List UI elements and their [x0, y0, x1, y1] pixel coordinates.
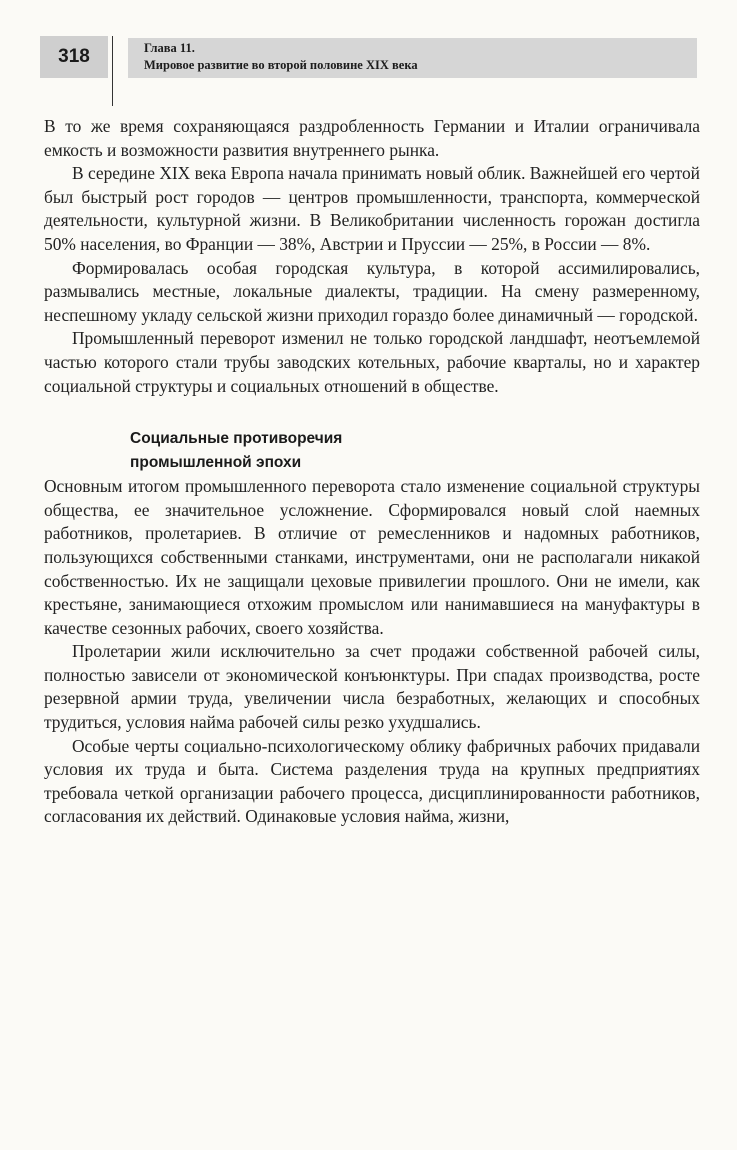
- page-number: 318: [40, 36, 108, 78]
- chapter-number: Глава 11.: [144, 41, 195, 55]
- paragraph: Промышленный переворот изменил не только городской ландшафт, неотъемлемой частью которого стали трубы заводских котельных, рабочие кварталы, но и характер социальной структуры и социальных отношений в обществе.: [44, 328, 700, 396]
- paragraph: Особые черты социально-психологическому облику фабричных рабочих придавали условия их труда и быта. Система разделения труда на крупных предприятиях требовала четкой организации рабочего процесса, дисциплинированности работников, согласования их действий. Одинаковые условия найма, жизни,: [44, 735, 700, 827]
- paragraph: Пролетарии жили исключительно за счет продажи собственной рабочей силы, полностью зависели от экономической конъюнктуры. При спадах производства, росте резервной армии труда, увеличении числа безработных, желающих и способных трудиться, условия найма рабочей силы резко ухудшались.: [44, 641, 700, 733]
- running-header: [40, 36, 697, 82]
- paragraph: В середине XIX века Европа начала принимать новый облик. Важнейшей его чертой был быстрый рост городов — центров промышленности, транспорта, коммерческой деятельности, культурной жизни. В Великобритании численность горожан достигла 50% населения, во Франции — 38%, Австрии и Пруссии — 25%, в России — 8%.: [44, 163, 700, 254]
- section-heading-line: промышленной эпохи: [130, 454, 302, 472]
- paragraph: Формировалась особая городская культура, в которой ассимилировались, размывались местные, локальные диалекты, традиции. На смену размеренному, неспешному укладу сельской жизни приходил гораздо более динамичный — городской.: [44, 257, 700, 325]
- body-text: [44, 115, 700, 829]
- paragraph: В то же время сохраняющаяся раздробленность Германии и Италии ограничивала емкость и возможности развития внутреннего рынка.: [44, 116, 700, 160]
- header-divider: [112, 36, 113, 106]
- section-heading: [130, 427, 700, 475]
- paragraph: Основным итогом промышленного переворота стало изменение социальной структуры общества, ее значительное усложнение. Сформировался новый слой наемных работников, пролетариев. В отличие от ремесленников и надомных работников, пользующихся собственными станками, инструментами, они не располагали никакой собственностью. Их не защищали цеховые привилегии прошлого. Они не имели, как крестьяне, занимающиеся отхожим промыслом или нанимавшиеся на мануфактуры в качестве сезонных рабочих, своего хозяйства.: [44, 476, 700, 638]
- section-heading-line: Социальные противоречия: [130, 430, 343, 448]
- chapter-title-box: [128, 38, 697, 78]
- chapter-title: Мировое развитие во второй половине XIX века: [144, 58, 418, 72]
